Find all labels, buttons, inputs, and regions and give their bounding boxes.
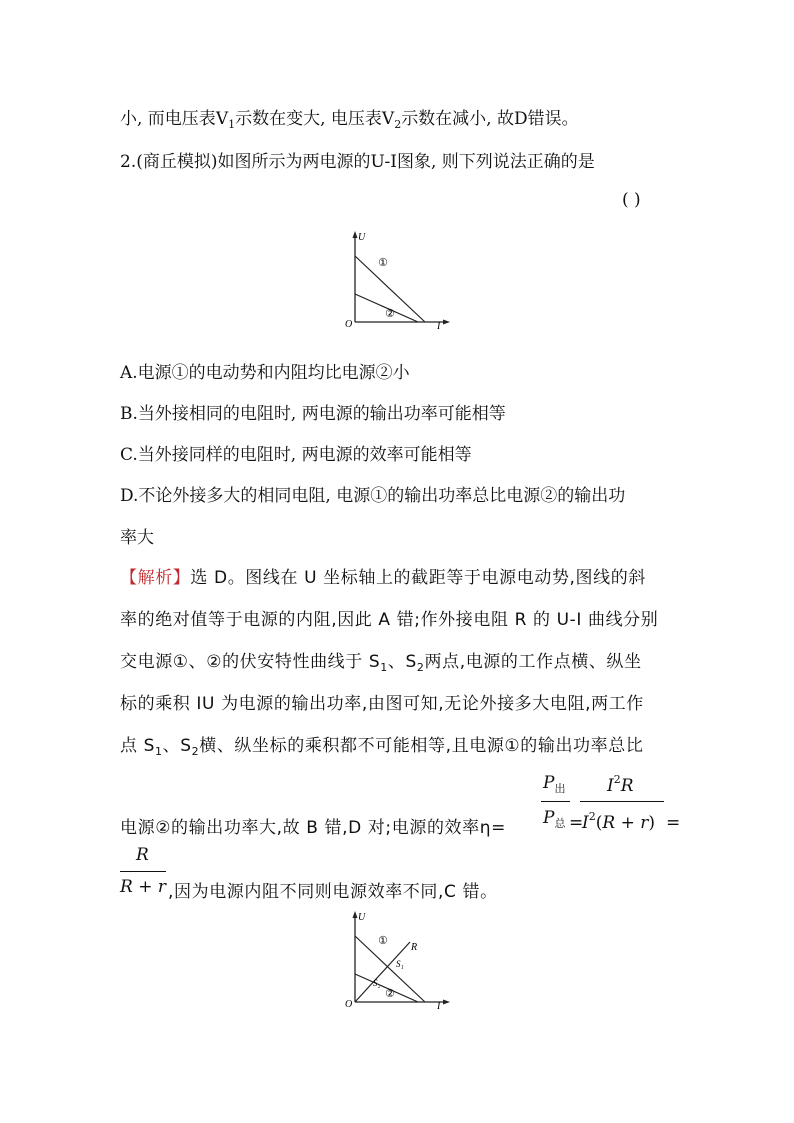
equals-1: = xyxy=(569,813,584,833)
i-axis-label: I xyxy=(437,321,441,332)
fraction-r: R xyxy=(136,845,149,865)
analysis-line-6: 电源②的输出功率大,故 B 错,D 对;电源的效率η= xyxy=(120,818,506,838)
i-axis-label: I xyxy=(437,1001,441,1012)
analysis-line-4: 标的乘积 IU 为电源的输出功率,由图可知,无论外接多大电阻,两工作 xyxy=(120,694,644,714)
analysis-line-3: 交电源①、②的伏安特性曲线于 $S_1$、$S_2$两点,电源的工作点横、纵坐 xyxy=(120,652,642,674)
origin-label: O xyxy=(345,319,353,330)
fraction-p-total: $P_总$ xyxy=(543,808,566,830)
s1-label: S₁ xyxy=(396,959,404,969)
s2-label: S₂ xyxy=(373,978,381,988)
equals-2: = xyxy=(666,813,681,833)
fraction-bar-1 xyxy=(541,801,570,802)
analysis-line-1: 【解析】选 D。图线在 U 坐标轴上的截距等于电源电动势,图线的斜 xyxy=(120,568,646,588)
u-axis-label: U xyxy=(358,232,366,243)
fraction-i2r: $I^2R$ xyxy=(607,773,634,796)
option-c: C.当外接同样的电阻时, 两电源的效率可能相等 xyxy=(120,445,472,465)
u-axis-label: U xyxy=(358,912,366,923)
curve-1-label: ① xyxy=(378,256,388,269)
ui-graph-1 xyxy=(340,228,460,332)
option-a: A.电源①的电动势和内阻均比电源②小 xyxy=(120,363,410,383)
curve-1-label: ① xyxy=(378,934,388,947)
question-stem: 2.(商丘模拟)如图所示为两电源的U-I图象, 则下列说法正确的是 xyxy=(120,152,595,172)
r-line-label: R xyxy=(411,942,418,953)
option-b: B.当外接相同的电阻时, 两电源的输出功率可能相等 xyxy=(120,404,506,424)
option-d-line2: 率大 xyxy=(120,528,154,548)
curve-2-label: ② xyxy=(385,307,395,320)
fraction-bar-2 xyxy=(580,801,664,802)
continuation-line: 小, 而电压表$V_1$示数在变大, 电压表$V_2$示数在减小, 故D错误。 xyxy=(120,109,579,131)
fraction-bar-3 xyxy=(120,871,166,872)
fraction-p-out: $P_出$ xyxy=(543,773,566,795)
voltmeter-v2: $V_2$ xyxy=(381,109,402,131)
voltmeter-v1: $V_1$ xyxy=(215,109,236,131)
option-d-line1: D.不论外接多大的相同电阻, 电源①的输出功率总比电源②的输出功 xyxy=(120,486,626,506)
analysis-line-5: 点 $S_1$、$S_2$横、纵坐标的乘积都不可能相等,且电源①的输出功率总比 xyxy=(120,736,644,758)
analysis-tag: 【解析】 xyxy=(120,568,191,588)
analysis-line-2: 率的绝对值等于电源的内阻,因此 A 错;作外接电阻 R 的 U-I 曲线分别 xyxy=(120,610,659,630)
origin-label: O xyxy=(345,999,353,1010)
curve-2-label: ② xyxy=(385,987,395,1000)
answer-paren: ( ) xyxy=(622,190,641,210)
analysis-line-7: ,因为电源内阻不同则电源效率不同,C 错。 xyxy=(168,882,498,902)
ui-graph-2 xyxy=(340,908,460,1012)
fraction-i2-r-plus-r: $I^2(R + r)$ xyxy=(582,810,655,833)
fraction-r-plus-r: R + r xyxy=(120,877,166,897)
